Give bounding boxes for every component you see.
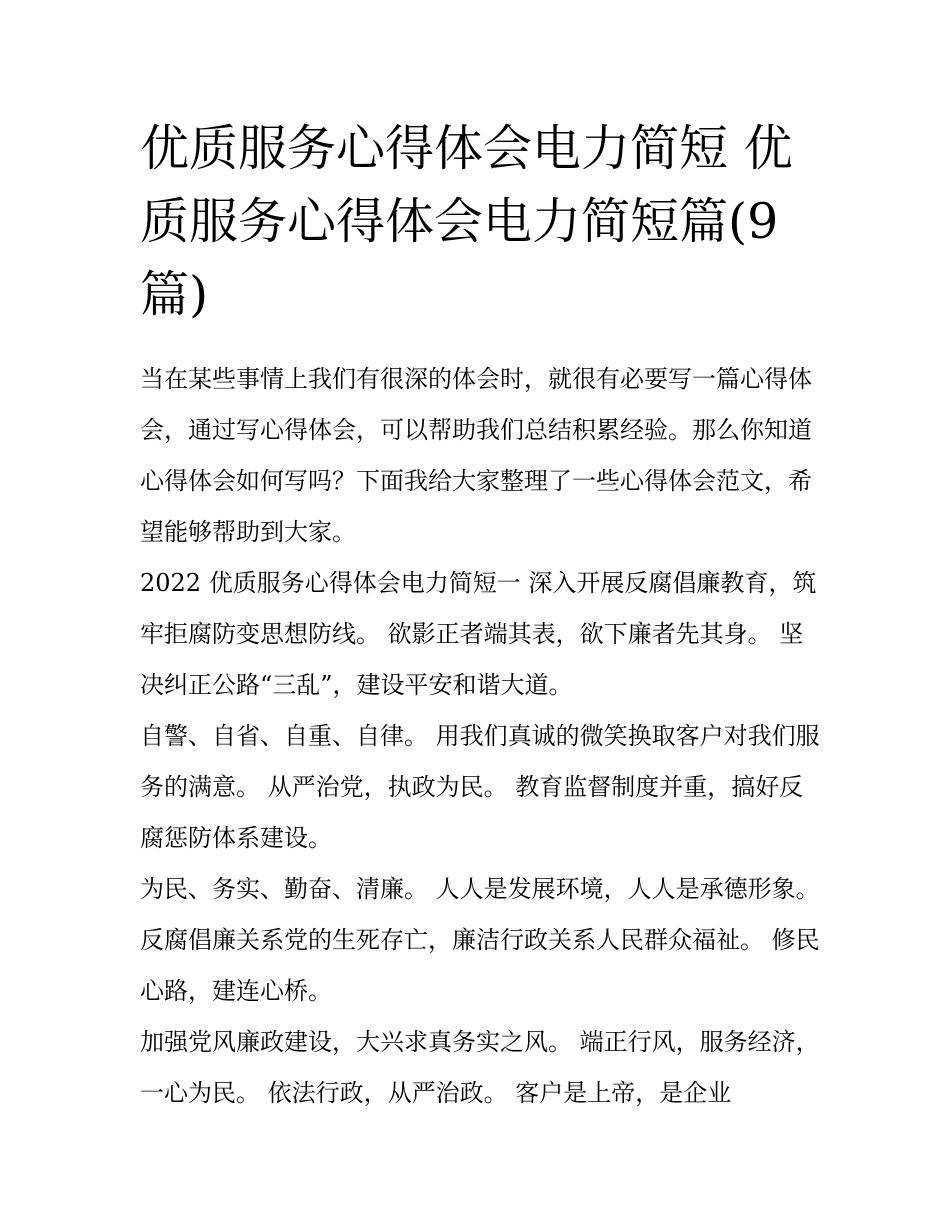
paragraph-4: 加强党风廉政建设，大兴求真务实之风。 端正行风，服务经济，一心为民。 依法行政，从严治政。 客户是上帝，是企业: [140, 1028, 820, 1107]
paragraph-2: 自警、自省、自重、自律。 用我们真诚的微笑换取客户对我们服务的满意。 从严治党，执政为民。 教育监督制度并重，搞好反腐惩防体系建设。: [140, 722, 820, 852]
document-body: [140, 354, 828, 1119]
paragraph-intro: 当在某些事情上我们有很深的体会时，就很有必要写一篇心得体会，通过写心得体会，可以帮助我们总结积累经验。那么你知道心得体会如何写吗？下面我给大家整理了一些心得体会范文，希望能够帮助到大家。: [140, 365, 812, 546]
document-title: 优质服务心得体会电力简短 优质服务心得体会电力简短篇(9篇): [140, 120, 793, 323]
paragraph-3: 为民、务实、勤奋、清廉。 人人是发展环境，人人是承德形象。 反腐倡廉关系党的生死存亡，廉洁行政关系人民群众福祉。 修民心路，建连心桥。: [140, 875, 828, 1005]
paragraph-1: 2022 优质服务心得体会电力简短一 深入开展反腐倡廉教育，筑牢拒腐防变思想防线。 欲影正者端其表，欲下廉者先其身。 坚决纠正公路“三乱”，建设平安和谐大道。: [140, 569, 817, 699]
